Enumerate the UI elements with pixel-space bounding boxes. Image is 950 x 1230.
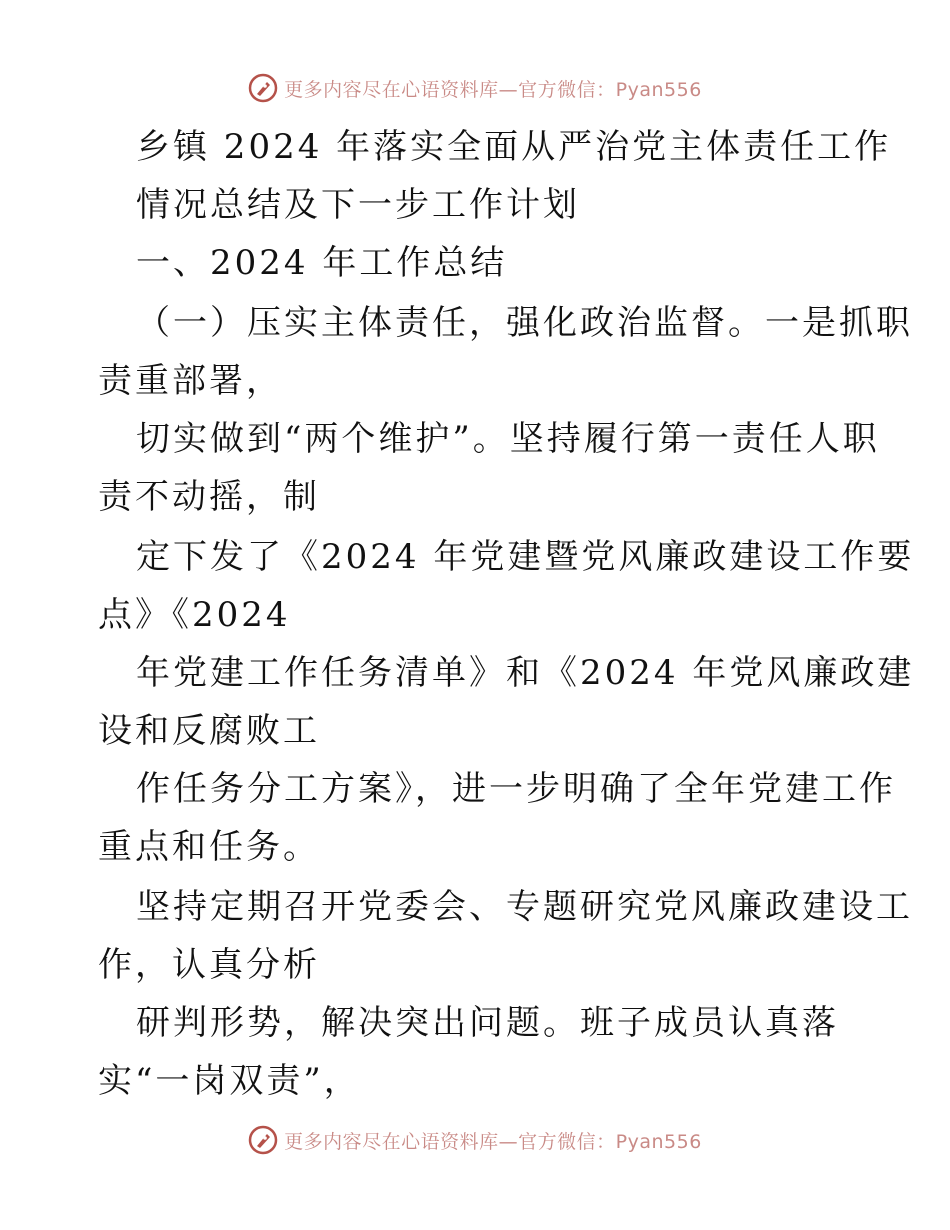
- body-line: （一）压实主体责任，强化政治监督。一是抓职: [136, 303, 913, 343]
- body-line: 作任务分工方案》，进一步明确了全年党建工作: [136, 769, 896, 809]
- section-heading: 一、2024 年工作总结: [136, 243, 508, 283]
- body-line: 作，认真分析: [98, 945, 320, 985]
- body-line: 定下发了《2024 年党建暨党风廉政建设工作要: [136, 537, 915, 577]
- watermark-header: [0, 68, 950, 108]
- body-line: 切实做到“两个维护”。坚持履行第一责任人职: [136, 419, 880, 459]
- title-line-1: 乡镇 2024 年落实全面从严治党主体责任工作: [136, 127, 892, 167]
- watermark-text: 更多内容尽在心语资料库—官方微信：Pyan556: [284, 78, 702, 101]
- watermark-footer: [0, 1120, 950, 1160]
- title-line-2: 情况总结及下一步工作计划: [136, 185, 580, 225]
- body-line: 坚持定期召开党委会、专题研究党风廉政建设工: [136, 887, 913, 927]
- body-line: 年党建工作任务清单》和《2024 年党风廉政建: [136, 653, 915, 693]
- body-line: 实“一岗双责”，: [98, 1061, 361, 1101]
- body-line: 点》《2024: [98, 595, 291, 635]
- watermark-text: 更多内容尽在心语资料库—官方微信：Pyan556: [284, 1130, 702, 1153]
- body-line: 研判形势，解决突出问题。班子成员认真落: [136, 1003, 839, 1043]
- pen-nib-logo-icon: [248, 73, 278, 103]
- pen-nib-logo-icon: [248, 1125, 278, 1155]
- body-line: 重点和任务。: [98, 827, 320, 867]
- body-line: 责不动摇，制: [98, 477, 320, 517]
- body-line: 责重部署，: [98, 361, 283, 401]
- body-line: 设和反腐败工: [98, 711, 320, 751]
